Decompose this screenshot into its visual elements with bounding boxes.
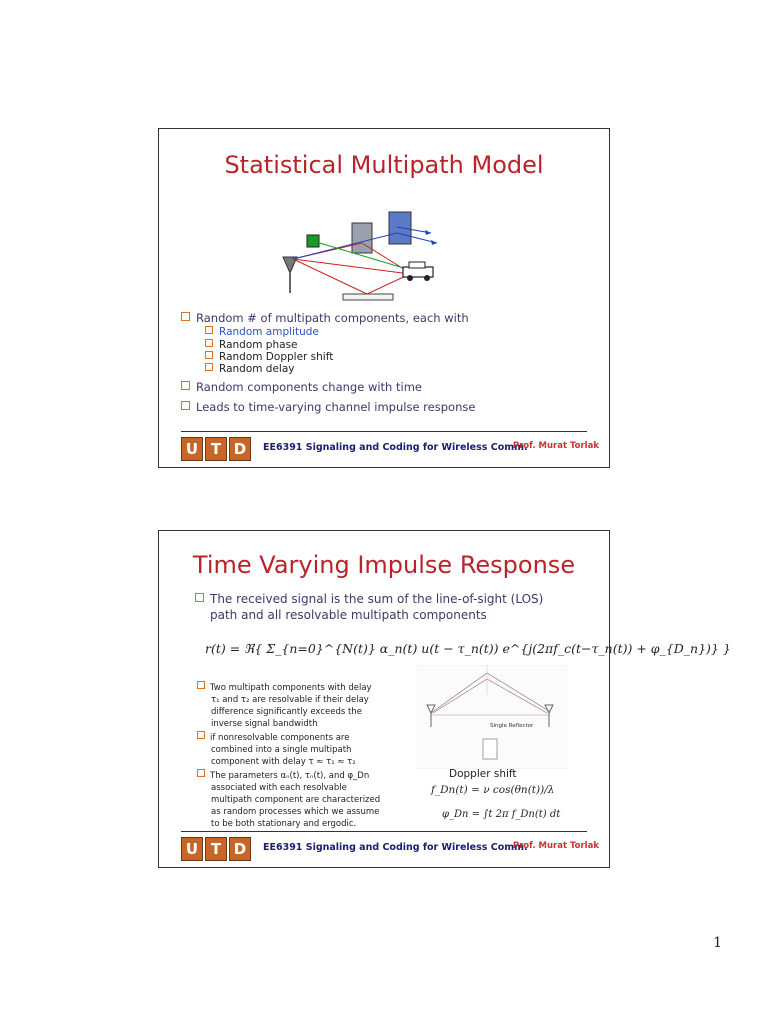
bullet-box-icon — [205, 351, 213, 359]
slide2-intro-line2: path and all resolvable multipath components — [210, 608, 487, 622]
single-reflector-diagram — [417, 665, 567, 769]
slide-time-varying-impulse — [158, 530, 731, 868]
slide1-bullet-1: Random # of multipath components, each with — [181, 311, 469, 325]
professor-name: Prof. Murat Torlak — [512, 841, 599, 851]
slide1-sub-bullet-2: Random phase — [205, 339, 298, 351]
bullet-box-icon — [205, 339, 213, 347]
slide2-point-3: The parameters αₙ(t), τₙ(t), and φ_Dn associated with each resolvable multipath component are characterized as random processes which we assume to be both stationary and ergodic. — [197, 769, 380, 830]
slide1-footer — [159, 437, 609, 465]
slide2-intro-line1: The received signal is the sum of the line-of-sight (LOS) — [195, 592, 543, 606]
slide2-footer — [159, 837, 609, 865]
bullet-box-icon — [181, 381, 190, 390]
course-name: EE6391 Signaling and Coding for Wireless Comm. — [263, 442, 528, 453]
slide2-point-1: Two multipath components with delay τ₁ and τ₂ are resolvable if their delay difference significantly exceeds the inverse signal bandwidth — [197, 681, 372, 730]
doppler-shift-label: Doppler shift — [449, 768, 517, 780]
reflector-label: Single Reflector — [490, 723, 534, 729]
multipath-illustration — [277, 207, 457, 307]
slide1-sub-bullet-3: Random Doppler shift — [205, 351, 333, 363]
bullet-box-icon — [205, 363, 213, 371]
slide1-sub-bullet-1: Random amplitude — [205, 326, 319, 338]
slide1-title: Statistical Multipath Model — [224, 151, 544, 179]
slide1-bullet-3: Leads to time-varying channel impulse response — [181, 400, 475, 414]
bullet-box-icon — [205, 326, 213, 334]
bullet-box-icon — [197, 681, 205, 689]
professor-name: Prof. Murat Torlak — [512, 441, 599, 451]
bullet-box-icon — [195, 593, 204, 602]
slide1-sub-bullet-4: Random delay — [205, 363, 295, 375]
slide2-title: Time Varying Impulse Response — [192, 551, 576, 579]
slide-statistical-multipath — [158, 128, 610, 468]
bullet-box-icon — [197, 769, 205, 777]
page-number: 1 — [713, 935, 722, 951]
doppler-phase-equation: φ_Dn = ∫t 2π f_Dn(t) dt — [442, 809, 561, 820]
bullet-box-icon — [181, 401, 190, 410]
utd-logo: U T D — [181, 837, 251, 861]
equation-text: r(t) = ℜ{ Σ_{n=0}^{N(t)} α_n(t) u(t − τ_n(t)) e^{j(2πf_c(t−τ_n(t)) + φ_{D_n})} } — [205, 641, 731, 656]
doppler-frequency-equation: f_Dn(t) = ν cos(θn(t))/λ — [431, 784, 555, 796]
bullet-box-icon — [181, 312, 190, 321]
course-name: EE6391 Signaling and Coding for Wireless Comm. — [263, 842, 528, 853]
slide1-bullet-2: Random components change with time — [181, 380, 422, 394]
slide2-point-2: if nonresolvable components are combined into a single multipath component with delay τ ≈ τ₁ ≈ τ₂ — [197, 731, 356, 768]
utd-logo: U T D — [181, 437, 251, 461]
footer-divider — [181, 831, 587, 832]
bullet-box-icon — [197, 731, 205, 739]
footer-divider — [181, 431, 587, 432]
